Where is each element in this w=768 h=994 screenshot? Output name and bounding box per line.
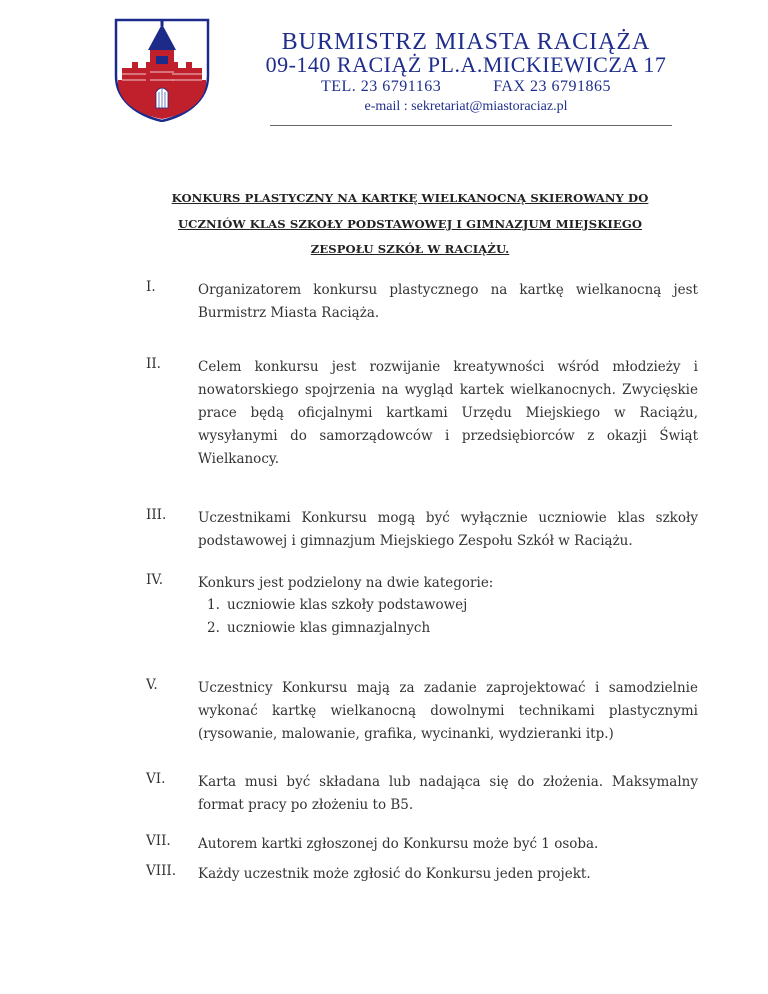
doc-title-line-2: UCZNIÓW KLAS SZKOŁY PODSTAWOWEJ I GIMNAZJUM MIEJSKIEGO xyxy=(177,217,643,231)
section-text: Uczestnikami Konkursu mogą być wyłącznie uczniowie klas szkoły podstawowej i gimnazjum Miejskiego Zespołu Szkół w Raciążu. xyxy=(198,510,698,549)
header-fax: FAX 23 6791865 xyxy=(493,78,612,95)
section-number: VIII. xyxy=(146,863,177,879)
section-number: V. xyxy=(146,677,158,693)
header-address: 09-140 RACIĄŻ PL.A.MICKIEWICZA 17 xyxy=(265,52,667,77)
section-text: Konkurs jest podzielony na dwie kategorie: xyxy=(198,575,494,591)
section-number: III. xyxy=(146,507,167,523)
list-item: 1. uczniowie klas szkoły podstawowej xyxy=(207,597,468,613)
coat-of-arms-logo xyxy=(112,18,212,122)
section-text: Autorem kartki zgłoszonej do Konkursu może być 1 osoba. xyxy=(198,836,599,852)
header-title: BURMISTRZ MIASTA RACIĄŻA xyxy=(281,29,651,55)
section-number: VII. xyxy=(146,833,171,849)
header-contacts xyxy=(246,79,686,95)
section-text: Organizatorem konkursu plastycznego na kartkę wielkanocną jest Burmistrz Miasta Raciąża. xyxy=(198,282,698,321)
header-phone: TEL. 23 6791163 xyxy=(320,78,442,95)
section-number: IV. xyxy=(146,572,164,588)
doc-title-line-3: ZESPOŁU SZKÓŁ W RACIĄŻU. xyxy=(310,242,510,256)
doc-title-line-1: KONKURS PLASTYCZNY NA KARTKĘ WIELKANOCNĄ SKIEROWANY DO xyxy=(171,191,649,205)
section-text: Uczestnicy Konkursu mają za zadanie zaprojektować i samodzielnie wykonać kartkę wielkanocną dowolnymi technikami plastycznymi (rysowanie, malowanie, grafika, wycinanki, wydzieranki itp.) xyxy=(198,680,698,742)
section-number: I. xyxy=(146,279,156,295)
list-item: 2. uczniowie klas gimnazjalnych xyxy=(207,620,431,636)
section-text: Każdy uczestnik może zgłosić do Konkursu jeden projekt. xyxy=(198,866,591,882)
header-divider xyxy=(270,125,672,126)
section-number: VI. xyxy=(146,771,166,787)
section-text: Celem konkursu jest rozwijanie kreatywności wśród młodzieży i nowatorskiego spojrzenia na wygląd kartek wielkanocnych. Zwycięskie prace będą oficjalnymi kartkami Urzędu Miejskiego w Raciążu, wysyłanymi do samorządowców i przedsiębiorców z okazji Świąt Wielkanocy. xyxy=(198,359,698,467)
section-text: Karta musi być składana lub nadająca się do złożenia. Maksymalny format pracy po złożeniu to B5. xyxy=(198,774,698,813)
section-number: II. xyxy=(146,356,161,372)
header-email: e-mail : sekretariat@miastoraciaz.pl xyxy=(364,99,568,114)
